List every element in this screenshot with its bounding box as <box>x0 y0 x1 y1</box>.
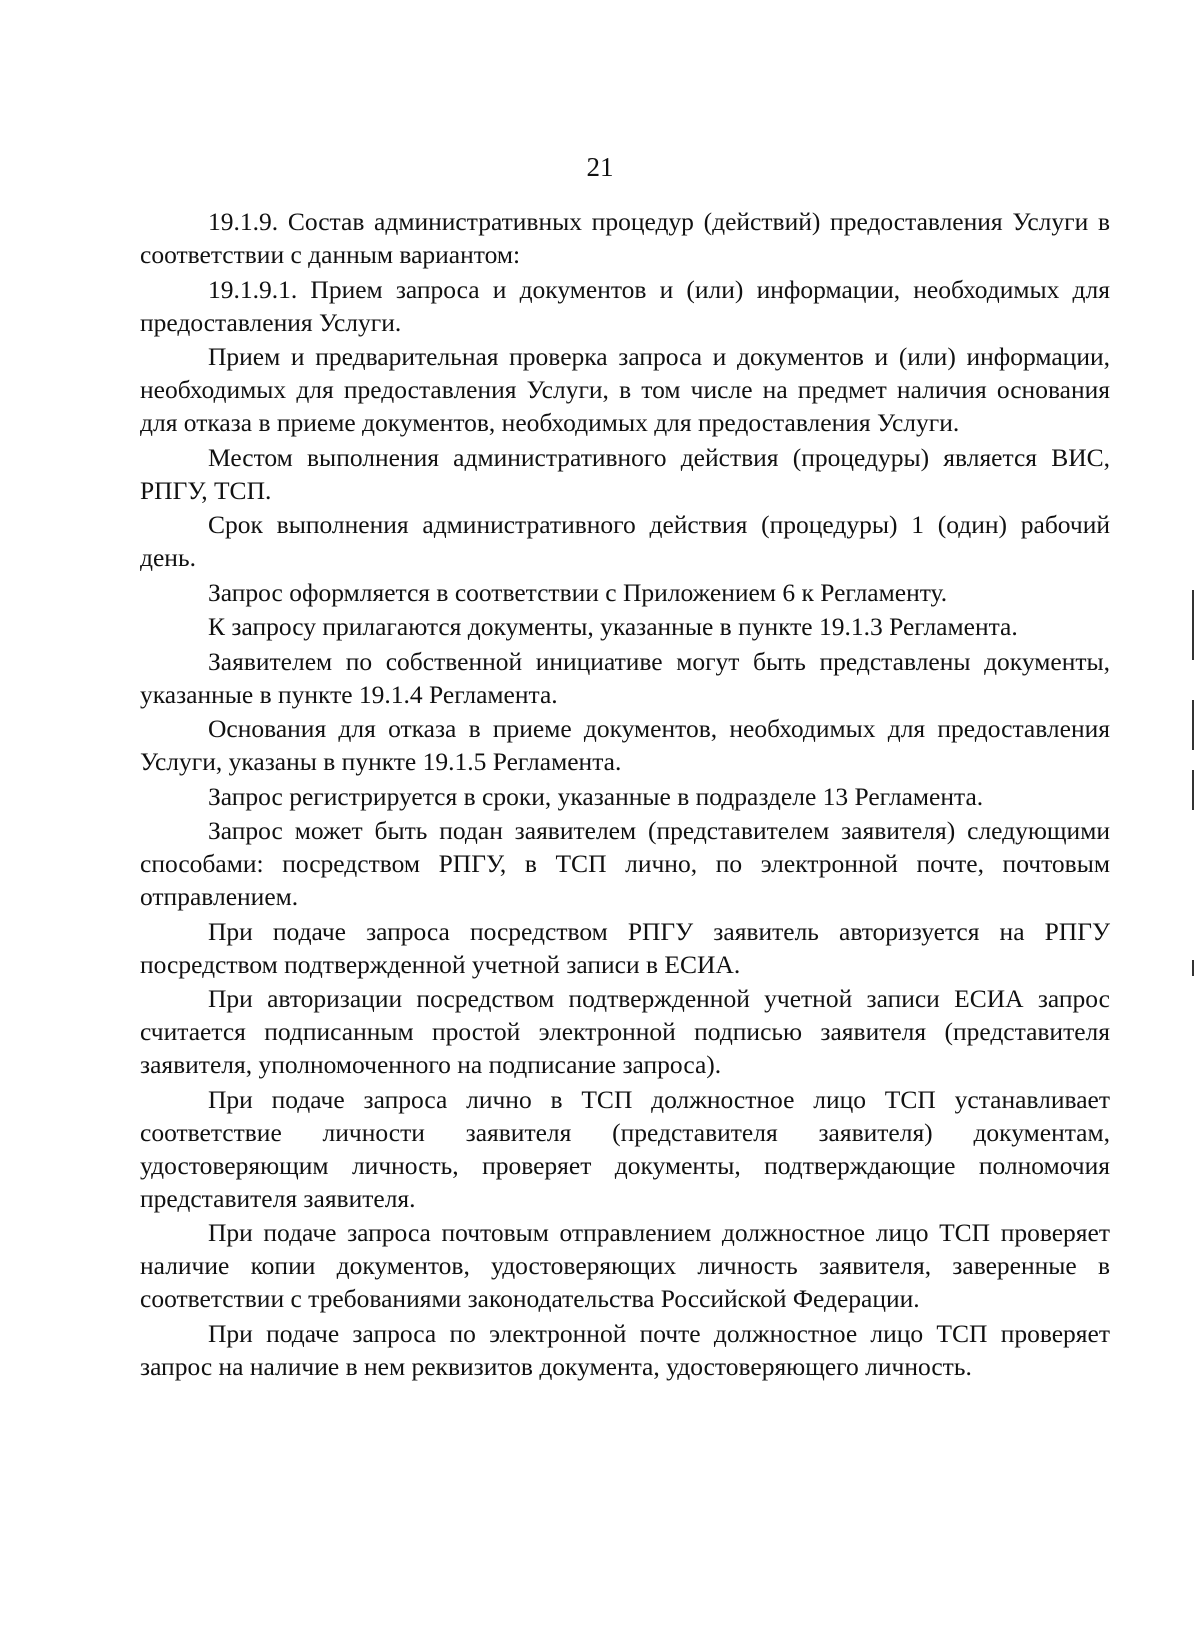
paragraph: Запрос может быть подан заявителем (представителем заявителя) следующими способами: посредством РПГУ, в ТСП лично, по электронной почте, почтовым отправлением. <box>140 816 1110 911</box>
paragraph: 19.1.9.1. Прием запроса и документов и (или) информации, необходимых для предоставления Услуги. <box>140 274 1110 337</box>
page-number: 21 <box>586 152 614 182</box>
paragraph: При авторизации посредством подтвержденной учетной записи ЕСИА запрос считается подписанным простой электронной подписью заявителя (представителя заявителя, уполномоченного на подписание запроса). <box>140 984 1110 1079</box>
paragraph: При подаче запроса лично в ТСП должностное лицо ТСП устанавливает соответствие личности заявителя (представителя заявителя) документам, удостоверяющим личность, проверяет документы, подтверждающие полномочия представителя заявителя. <box>140 1084 1110 1213</box>
paragraph: При подаче запроса по электронной почте должностное лицо ТСП проверяет запрос на наличие в нем реквизитов документа, удостоверяющего личность. <box>140 1318 1110 1381</box>
paragraph: Основания для отказа в приеме документов, необходимых для предоставления Услуги, указаны в пункте 19.1.5 Регламента. <box>140 714 1110 776</box>
paragraph: Запрос регистрируется в сроки, указанные в подразделе 13 Регламента. <box>208 781 984 811</box>
paragraph: Прием и предварительная проверка запроса и документов и (или) информации, необходимых для предоставления Услуги, в том числе на предмет наличия основания для отказа в приеме документов, необходимых для предоставления Услуги. <box>140 342 1110 437</box>
document-body <box>140 205 1110 1384</box>
paragraph: К запросу прилагаются документы, указанные в пункте 19.1.3 Регламента. <box>208 612 1018 641</box>
paragraph: Срок выполнения административного действия (процедуры) 1 (один) рабочий день. <box>140 510 1110 572</box>
paragraph: Заявителем по собственной инициативе могут быть представлены документы, указанные в пункте 19.1.4 Регламента. <box>140 646 1110 709</box>
paragraph: При подаче запроса почтовым отправлением должностное лицо ТСП проверяет наличие копии документов, удостоверяющих личность заявителя, заверенные в соответствии с требованиями законодательства Российской Федерации. <box>140 1218 1110 1313</box>
paragraph: Запрос оформляется в соответствии с Приложением 6 к Регламенту. <box>208 577 948 607</box>
scan-edge-mark <box>1192 770 1194 810</box>
paragraph: При подаче запроса посредством РПГУ заявитель авторизуется на РПГУ посредством подтвержденной учетной записи в ЕСИА. <box>140 916 1110 979</box>
paragraph: 19.1.9. Состав административных процедур (действий) предоставления Услуги в соответствии с данным вариантом: <box>140 207 1110 269</box>
scan-edge-mark <box>1192 700 1194 750</box>
scan-edge-mark <box>1192 590 1194 660</box>
paragraph: Местом выполнения административного действия (процедуры) является ВИС, РПГУ, ТСП. <box>140 442 1110 505</box>
scan-edge-mark <box>1192 960 1194 976</box>
